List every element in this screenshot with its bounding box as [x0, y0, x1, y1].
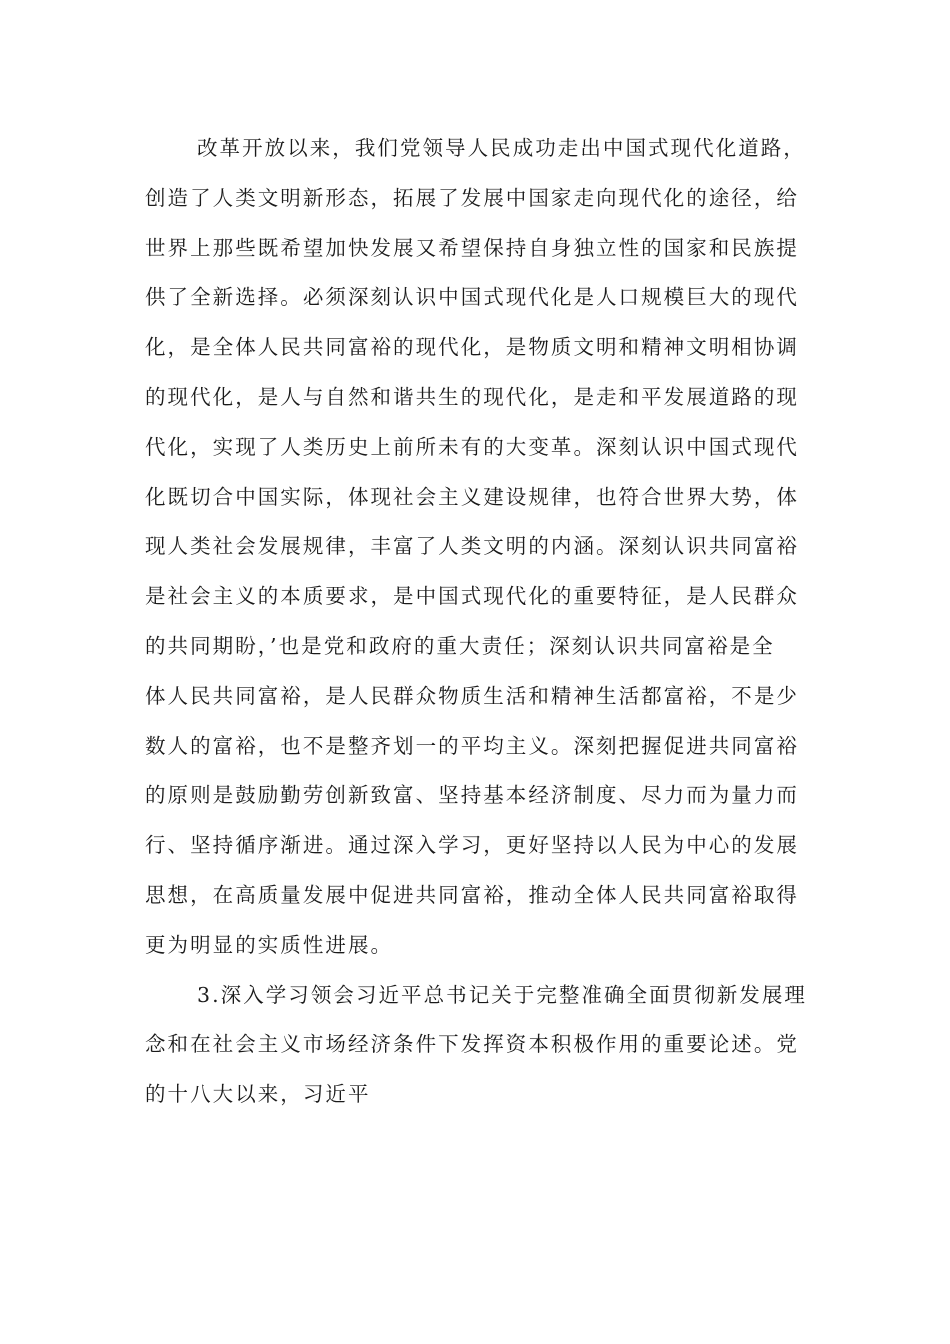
text-line: 的十八大以来，习近平 [145, 1082, 371, 1107]
text-line: 供了全新选择。必须深刻认识中国式现代化是人口规模巨大的现代 [145, 285, 799, 310]
text-line: 化既切合中国实际，体现社会主义建设规律，也符合世界大势，体 [145, 484, 799, 509]
text-line: 代化，实现了人类历史上前所未有的大变革。深刻认识中国式现代 [145, 434, 799, 459]
text-line: 的现代化，是人与自然和谐共生的现代化，是走和平发展道路的现 [145, 384, 799, 409]
document-body [145, 124, 810, 1120]
text-line: 思想，在高质量发展中促进共同富裕，推动全体人民共同富裕取得 [145, 882, 799, 907]
text-line: 行、坚持循序渐进。通过深入学习，更好坚持以人民为中心的发展 [145, 833, 799, 858]
text-line: 的共同期盼，’也是党和政府的重大责任；深刻认识共同富裕是全 [145, 633, 775, 658]
text-line: 体人民共同富裕，是人民群众物质生活和精神生活都富裕，不是少 [145, 683, 799, 708]
text-line: 是社会主义的本质要求，是中国式现代化的重要特征，是人民群众 [145, 584, 799, 609]
text-line: 数人的富裕，也不是整齐划一的平均主义。深刻把握促进共同富裕 [145, 733, 799, 758]
text-line: 化，是全体人民共同富裕的现代化，是物质文明和精神文明相协调 [145, 335, 799, 360]
paragraph [145, 971, 810, 1120]
text-line: 现人类社会发展规律，丰富了人类文明的内涵。深刻认识共同富裕 [145, 534, 799, 559]
text-line: 创造了人类文明新形态，拓展了发展中国家走向现代化的途径，给 [145, 185, 799, 210]
text-line: 世界上那些既希望加快发展又希望保持自身独立性的国家和民族提 [145, 235, 799, 260]
text-line: 念和在社会主义市场经济条件下发挥资本积极作用的重要论述。党 [145, 1032, 799, 1057]
text-line: 改革开放以来，我们党领导人民成功走出中国式现代化道路， [197, 136, 806, 160]
text-line: 更为明显的实质性进展。 [145, 932, 394, 957]
text-line: 3.深入学习领会习近平总书记关于完整准确全面贯彻新发展理 [197, 982, 807, 1007]
text-line: 的原则是鼓励勤劳创新致富、坚持基本经济制度、尽力而为量力而 [145, 783, 799, 808]
paragraph [145, 124, 810, 971]
